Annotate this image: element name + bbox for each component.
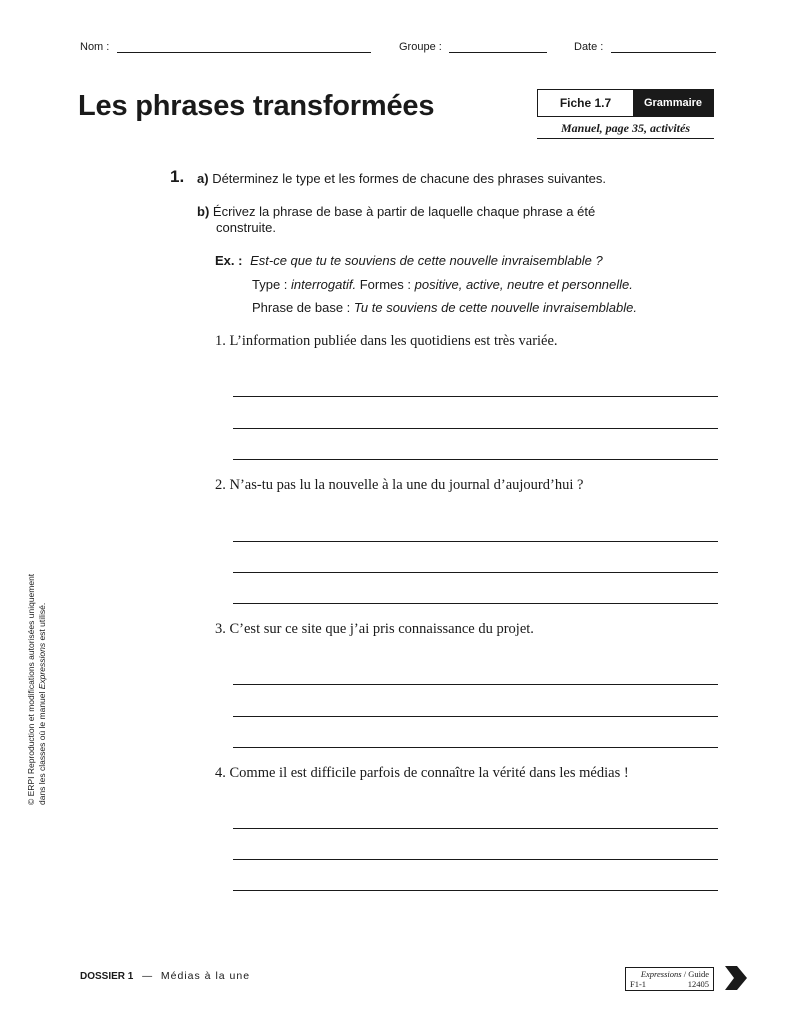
manuel-divider (537, 138, 714, 139)
answer-line-2b[interactable] (233, 572, 718, 573)
copyright-line-2-post: est utilisé. (37, 602, 47, 643)
fiche-tag: Grammaire (633, 90, 713, 116)
groupe-field[interactable] (449, 40, 547, 53)
date-label: Date : (574, 41, 604, 53)
answer-line-2a[interactable] (233, 541, 718, 542)
instruction-a-letter: a) (197, 171, 209, 186)
next-page-chevron-icon (725, 966, 747, 990)
instruction-a (197, 171, 606, 186)
guide-reference-box (625, 967, 714, 991)
date-field[interactable] (611, 40, 716, 53)
guide-number: 12405 (687, 979, 709, 989)
exercise-item-2: 2. N’as-tu pas lu la nouvelle à la une du journal d’aujourd’hui ? (215, 477, 584, 493)
page-title: Les phrases transformées (78, 90, 435, 122)
example-type-line (252, 277, 633, 292)
copyright-line-2-pre: dans les classes où le manuel (37, 689, 47, 805)
answer-line-3a[interactable] (233, 684, 718, 685)
guide-title-row (630, 969, 709, 979)
example-formes-value: positive, active, neutre et personnelle. (414, 277, 633, 292)
exercise-item-4: 4. Comme il est difficile parfois de connaître la vérité dans les médias ! (215, 765, 629, 781)
guide-code-row (630, 979, 709, 989)
answer-line-3c[interactable] (233, 747, 718, 748)
guide-title: Expressions (640, 969, 682, 979)
answer-line-4c[interactable] (233, 890, 718, 891)
nom-field[interactable] (117, 40, 371, 53)
example-formes-label: Formes : (359, 277, 412, 292)
example-type-value: interrogatif. (291, 277, 357, 292)
instruction-b-letter: b) (197, 204, 210, 219)
exercise-item-1: 1. L’information publiée dans les quotidiens est très variée. (215, 333, 558, 349)
instruction-b (197, 204, 595, 219)
copyright-line-1: © ERPI Reproduction et modifications autorisées uniquement (26, 573, 36, 805)
instruction-a-text: Déterminez le type et les formes de chacune des phrases suivantes. (212, 171, 607, 186)
copyright-line-2 (37, 545, 48, 805)
guide-code: F1-1 (630, 979, 647, 989)
instruction-b-text-line2: construite. (216, 220, 276, 235)
fiche-box (537, 89, 714, 117)
copyright-line-2-italic: Expressions (37, 642, 47, 690)
question-number: 1. (170, 167, 185, 186)
exercise-item-3: 3. C’est sur ce site que j’ai pris connaissance du projet. (215, 621, 534, 637)
answer-line-3b[interactable] (233, 716, 718, 717)
footer-dossier (80, 970, 250, 982)
answer-line-2c[interactable] (233, 603, 718, 604)
groupe-label: Groupe : (399, 41, 442, 53)
example-sentence: Est-ce que tu te souviens de cette nouvelle invraisemblable ? (250, 253, 603, 268)
nom-label: Nom : (80, 41, 110, 53)
fiche-number: Fiche 1.7 (559, 96, 612, 110)
answer-line-1a[interactable] (233, 396, 718, 397)
example-line (215, 253, 603, 268)
answer-line-1c[interactable] (233, 459, 718, 460)
example-base-line (252, 300, 637, 315)
guide-separator: / (681, 969, 689, 979)
example-label: Ex. : (215, 253, 243, 268)
example-base-label: Phrase de base : (252, 300, 351, 315)
answer-line-4b[interactable] (233, 859, 718, 860)
guide-word: Guide (688, 969, 709, 979)
answer-line-1b[interactable] (233, 428, 718, 429)
footer-dossier-label: DOSSIER 1 (80, 971, 134, 982)
footer-theme: Médias à la une (160, 970, 251, 982)
example-type-label: Type : (252, 277, 288, 292)
copyright-note (26, 545, 48, 805)
instruction-b-text-line1: Écrivez la phrase de base à partir de laquelle chaque phrase a été (212, 204, 596, 219)
example-base-value: Tu te souviens de cette nouvelle invraisemblable. (353, 300, 637, 315)
footer-dash: — (142, 971, 153, 982)
answer-line-4a[interactable] (233, 828, 718, 829)
manuel-reference: Manuel, page 35, activités (561, 121, 690, 135)
